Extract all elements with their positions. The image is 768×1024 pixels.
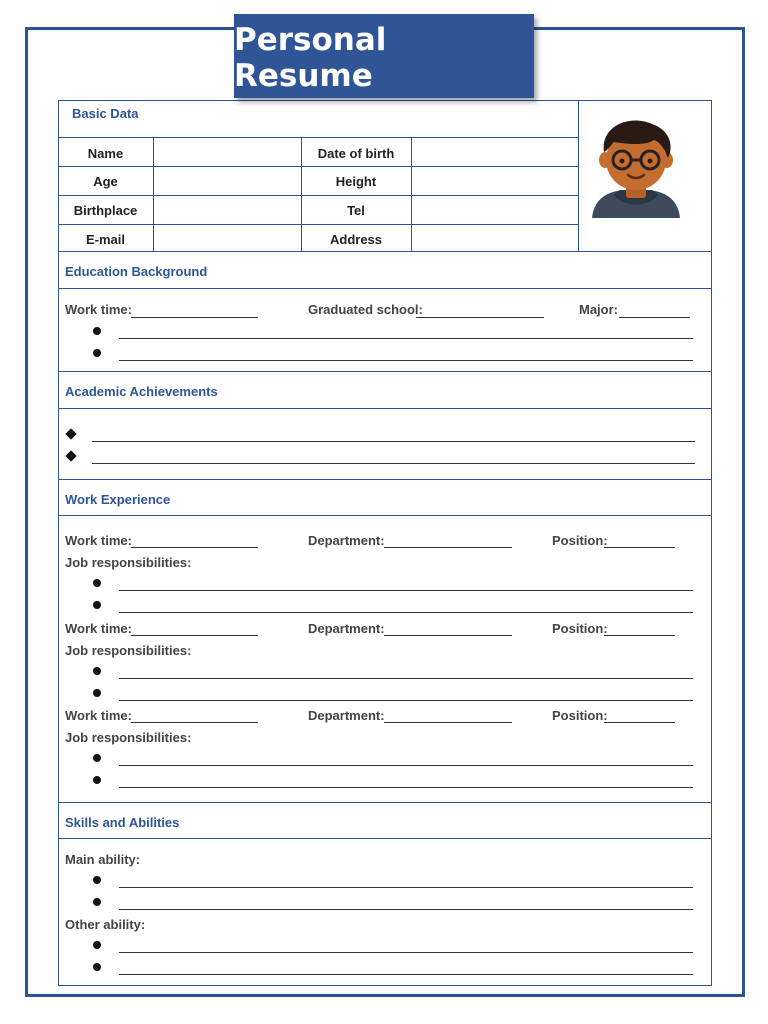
graduated-school-line[interactable] [416,317,544,318]
main-ability-label: Main ability: [65,852,141,867]
height-label: Height [335,174,377,189]
answer-line[interactable] [119,909,693,910]
table-line [411,137,412,251]
bullet-icon [93,601,101,609]
education-heading: Education Background [65,264,208,279]
photo-divider [578,100,579,251]
answer-line[interactable] [119,612,693,613]
position-line[interactable] [604,635,675,636]
department-line[interactable] [384,722,512,723]
section-divider [58,288,712,289]
work-time-label: Work time: [65,621,132,636]
skills-heading: Skills and Abilities [65,815,180,830]
resume-title: Personal Resume [234,14,534,98]
bullet-icon [93,579,101,587]
major-label: Major: [579,302,618,317]
position-label: Position: [552,533,608,548]
answer-line[interactable] [119,678,693,679]
answer-line[interactable] [119,887,693,888]
basic-data-heading: Basic Data [72,106,139,121]
email-label: E-mail [85,232,125,247]
tel-label: Tel [347,203,365,218]
edu-work-time-line[interactable] [131,317,258,318]
edu-work-time-label: Work time: [65,302,132,317]
section-divider [58,802,712,803]
section-divider [58,515,712,516]
table-line [58,137,578,138]
answer-line[interactable] [92,441,695,442]
answer-line[interactable] [119,338,693,339]
section-divider [58,251,712,252]
other-ability-label: Other ability: [65,917,146,932]
answer-line[interactable] [119,787,693,788]
table-line [58,166,578,167]
academic-heading: Academic Achievements [65,384,218,399]
answer-line[interactable] [119,952,693,953]
section-divider [58,408,712,409]
work-time-label: Work time: [65,533,132,548]
work-time-line[interactable] [131,635,258,636]
bullet-icon [93,667,101,675]
department-label: Department: [308,708,385,723]
answer-line[interactable] [119,590,693,591]
bullet-icon [93,349,101,357]
bullet-icon [93,941,101,949]
birthplace-label: Birthplace [73,203,138,218]
answer-line[interactable] [119,974,693,975]
work-experience-heading: Work Experience [65,492,171,507]
department-line[interactable] [384,635,512,636]
table-line [58,195,578,196]
job-responsibilities-label: Job responsibilities: [65,730,192,745]
graduated-school-label: Graduated school: [308,302,423,317]
department-line[interactable] [384,547,512,548]
date-of-birth-label: Date of birth [317,146,395,161]
position-label: Position: [552,621,608,636]
bullet-icon [93,754,101,762]
department-label: Department: [308,533,385,548]
work-time-label: Work time: [65,708,132,723]
bullet-icon [93,689,101,697]
section-divider [58,838,712,839]
department-label: Department: [308,621,385,636]
work-time-line[interactable] [131,722,258,723]
answer-line[interactable] [92,463,695,464]
answer-line[interactable] [119,765,693,766]
answer-line[interactable] [119,700,693,701]
position-line[interactable] [604,547,675,548]
work-time-line[interactable] [131,547,258,548]
job-responsibilities-label: Job responsibilities: [65,643,192,658]
bullet-icon [93,898,101,906]
major-line[interactable] [619,317,690,318]
job-responsibilities-label: Job responsibilities: [65,555,192,570]
address-label: Address [329,232,383,247]
name-label: Name [87,146,124,161]
section-divider [58,479,712,480]
age-label: Age [93,174,118,189]
bullet-icon [93,876,101,884]
table-line [153,137,154,251]
avatar [590,118,682,222]
bullet-icon [93,776,101,784]
bullet-icon [93,963,101,971]
answer-line[interactable] [119,360,693,361]
position-label: Position: [552,708,608,723]
table-line [58,224,578,225]
position-line[interactable] [604,722,675,723]
section-divider [58,371,712,372]
bullet-icon [93,327,101,335]
